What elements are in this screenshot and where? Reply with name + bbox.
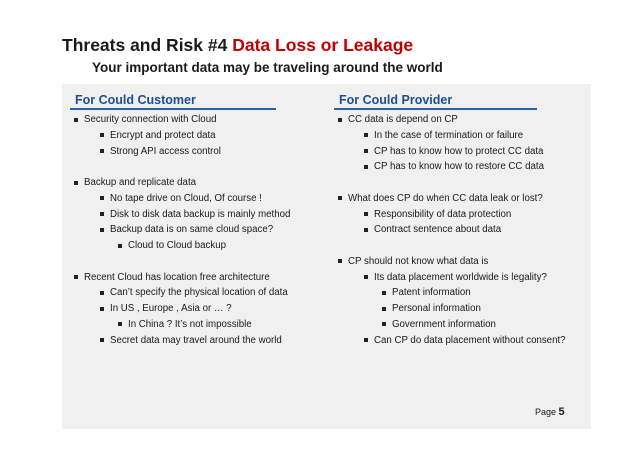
square-bullet-icon — [74, 181, 78, 185]
bullet-item — [70, 333, 325, 349]
bullet-item — [70, 191, 325, 207]
bullet-text: In China ? It’s not impossible — [128, 318, 252, 330]
bullet-item — [334, 144, 589, 160]
bullet-item — [70, 128, 325, 144]
square-bullet-icon — [364, 133, 368, 137]
bullet-item — [70, 301, 325, 317]
bullet-text: Can CP do data placement without consent? — [374, 334, 566, 346]
square-bullet-icon — [118, 322, 122, 326]
list-spacer — [334, 238, 589, 254]
square-bullet-icon — [338, 259, 342, 263]
bullet-text: No tape drive on Cloud, Of course ! — [110, 192, 262, 204]
square-bullet-icon — [74, 275, 78, 279]
list-spacer — [70, 159, 325, 175]
left-column-heading: For Could Customer — [75, 93, 196, 107]
square-bullet-icon — [364, 228, 368, 232]
bullet-text: Backup data is on same cloud space? — [110, 224, 274, 236]
bullet-text: Personal information — [392, 303, 481, 314]
bullet-text: What does CP do when CC data leak or lost? — [348, 192, 543, 204]
bullet-text: In US , Europe , Asia or … ? — [110, 303, 232, 314]
page-number: 5 — [558, 406, 565, 418]
bullet-text: CP has to know how to restore CC data — [374, 161, 544, 173]
slide-title-main: Threats and Risk #4 — [62, 35, 233, 55]
square-bullet-icon — [100, 307, 104, 311]
bullet-item — [70, 222, 325, 238]
slide-title — [62, 35, 413, 56]
bullet-text: Recent Cloud has location free architecture — [84, 271, 270, 283]
square-bullet-icon — [364, 165, 368, 169]
bullet-item — [70, 175, 325, 191]
square-bullet-icon — [338, 196, 342, 200]
bullet-text: Secret data may travel around the world — [110, 334, 282, 346]
square-bullet-icon — [382, 322, 386, 326]
bullet-item — [70, 144, 325, 160]
bullet-item — [334, 207, 589, 223]
bullet-text: Encrypt and protect data — [110, 129, 216, 141]
bullet-item — [334, 128, 589, 144]
bullet-text: Contract sentence about data — [374, 224, 502, 236]
square-bullet-icon — [364, 338, 368, 342]
bullet-item — [334, 222, 589, 238]
square-bullet-icon — [382, 307, 386, 311]
bullet-item — [70, 238, 325, 254]
square-bullet-icon — [100, 212, 104, 216]
bullet-item — [70, 285, 325, 301]
right-column-rule — [334, 108, 537, 110]
square-bullet-icon — [100, 338, 104, 342]
bullet-text: Can’t specify the physical location of data — [110, 287, 288, 299]
bullet-item — [70, 270, 325, 286]
left-column-rule — [70, 108, 276, 110]
square-bullet-icon — [338, 118, 342, 122]
left-bullet-list — [70, 112, 325, 348]
page-prefix: Page — [535, 407, 559, 417]
square-bullet-icon — [364, 212, 368, 216]
bullet-text: Strong API access control — [110, 145, 221, 157]
bullet-item — [334, 333, 589, 349]
right-column-heading: For Could Provider — [339, 93, 453, 107]
bullet-text: In the case of termination or failure — [374, 129, 524, 141]
bullet-text: Its data placement worldwide is legality? — [374, 271, 547, 283]
bullet-item — [334, 317, 589, 333]
bullet-text: Security connection with Cloud — [84, 114, 217, 125]
bullet-text: Government information — [392, 318, 496, 330]
slide-subtitle: Your important data may be traveling around the world — [92, 60, 443, 75]
square-bullet-icon — [364, 275, 368, 279]
bullet-item — [70, 317, 325, 333]
bullet-text: Disk to disk data backup is mainly method — [110, 208, 291, 220]
square-bullet-icon — [100, 133, 104, 137]
bullet-text: CC data is depend on CP — [348, 114, 458, 125]
bullet-text: CP should not know what data is — [348, 255, 489, 267]
square-bullet-icon — [74, 118, 78, 122]
slide-title-accent: Data Loss or Leakage — [232, 35, 414, 55]
list-spacer — [70, 254, 325, 270]
bullet-item — [334, 159, 589, 175]
bullet-text: Patent information — [392, 287, 471, 299]
square-bullet-icon — [100, 228, 104, 232]
square-bullet-icon — [382, 291, 386, 295]
page-number-label — [535, 406, 565, 418]
bullet-item — [70, 207, 325, 223]
bullet-item — [334, 301, 589, 317]
square-bullet-icon — [100, 149, 104, 153]
right-bullet-list — [334, 112, 589, 348]
square-bullet-icon — [364, 149, 368, 153]
bullet-item — [334, 112, 589, 128]
bullet-text: Cloud to Cloud backup — [128, 240, 227, 251]
bullet-item — [334, 270, 589, 286]
square-bullet-icon — [118, 244, 122, 248]
square-bullet-icon — [100, 196, 104, 200]
bullet-item — [334, 285, 589, 301]
bullet-item — [70, 112, 325, 128]
list-spacer — [334, 175, 589, 191]
bullet-text: Backup and replicate data — [84, 177, 197, 188]
bullet-item — [334, 254, 589, 270]
square-bullet-icon — [100, 291, 104, 295]
bullet-text: CP has to know how to protect CC data — [374, 145, 544, 157]
bullet-item — [334, 191, 589, 207]
bullet-text: Responsibility of data protection — [374, 208, 512, 220]
